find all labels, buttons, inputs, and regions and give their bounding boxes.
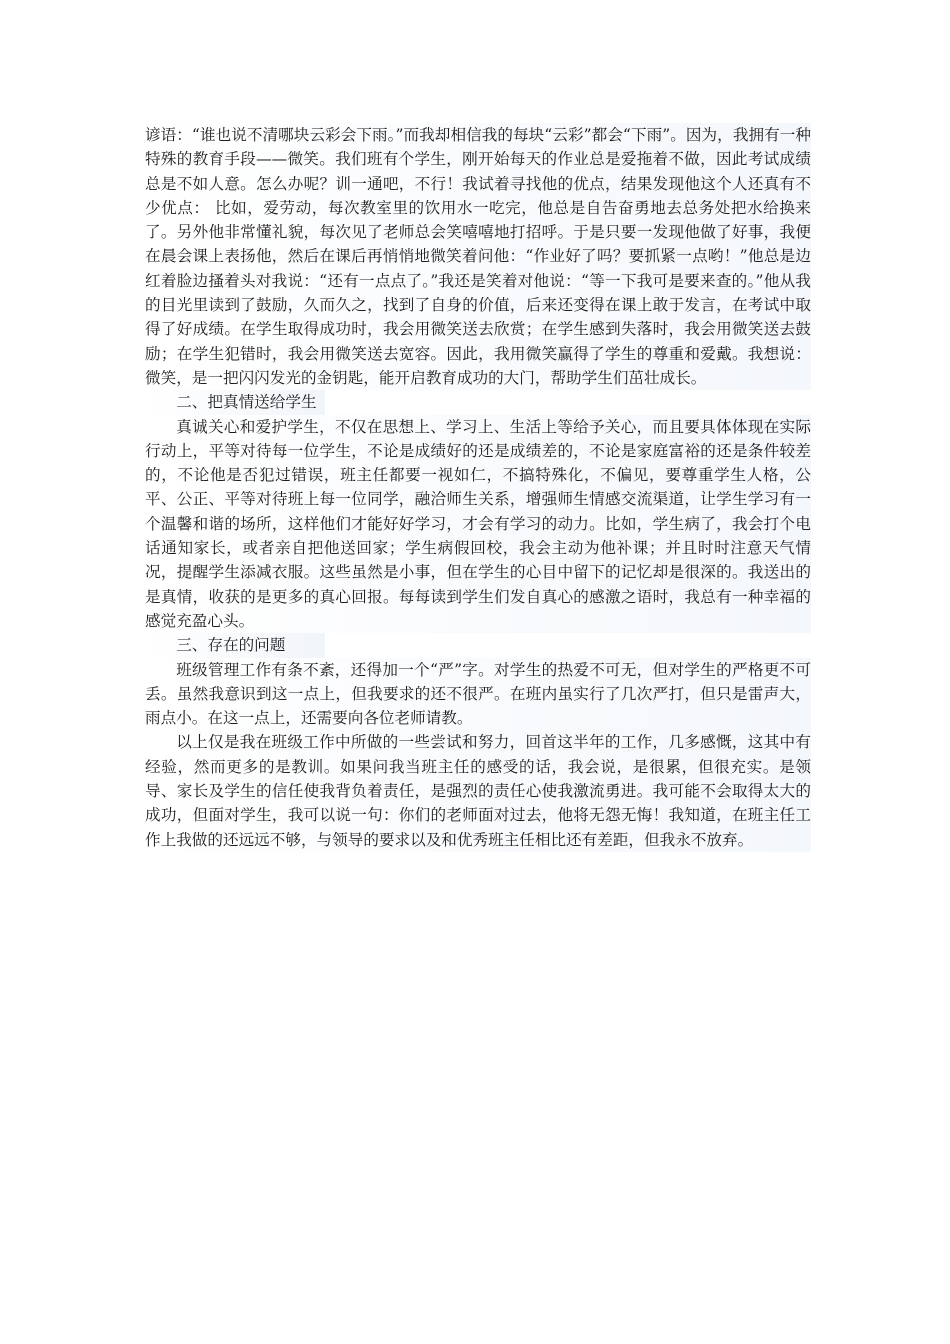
section-heading-sincerity: 二、把真情送给学生: [145, 390, 325, 414]
paragraph-smile-education: 谚语：“谁也说不清哪块云彩会下雨。”而我却相信我的每块“云彩”都会“下雨”。因为，我拥有一种特殊的教育手段——微笑。我们班有个学生，刚开始每天的作业总是爱拖着不做，因此考试成绩总是不如人意。怎么办呢？训一通吧，不行！我试着寻找他的优点，结果发现他这个人还真有不少优点： 比如，爱劳动，每次教室里的饮用水一吃完，他总是自告奋勇地去总务处把水给换来了。另外他非常懂礼貌，每次见了老师总会笑嘻嘻地打招呼。于是只要一发现他做了好事，我便在晨会课上表扬他，然后在课后再悄悄地微笑着问他：“作业好了吗？要抓紧一点哟！”他总是边红着脸边搔着头对我说：“还有一点点了。”我还是笑着对他说：“等一下我可是要来查的。”他从我的目光里读到了鼓励，久而久之，找到了自身的价值，后来还变得在课上敢于发言，在考试中取得了好成绩。在学生取得成功时，我会用微笑送去欣赏；在学生感到失落时，我会用微笑送去鼓励；在学生犯错时，我会用微笑送去宽容。因此，我用微笑赢得了学生的尊重和爱戴。我想说：微笑，是一把闪闪发光的金钥匙，能开启教育成功的大门，帮助学生们茁壮成长。: [145, 123, 811, 390]
document-body: [145, 123, 811, 852]
paragraph-conclusion: 以上仅是我在班级工作中所做的一些尝试和努力，回首这半年的工作，几多感慨，这其中有经验，然而更多的是教训。如果问我当班主任的感受的话，我会说，是很累，但很充实。是领导、家长及学生的信任使我背负着责任，是强烈的责任心使我激流勇进。我可能不会取得太大的成功，但面对学生，我可以说一句：你们的老师面对过去，他将无怨无悔！我知道，在班主任工作上我做的还远远不够，与领导的要求以及和优秀班主任相比还有差距，但我永不放弃。: [145, 730, 811, 851]
paragraph-care-for-students: 真诚关心和爱护学生，不仅在思想上、学习上、生活上等给予关心，而且要具体体现在实际行动上，平等对待每一位学生，不论是成绩好的还是成绩差的，不论是家庭富裕的还是条件较差的，不论他是否犯过错误，班主任都要一视如仁，不搞特殊化，不偏见，要尊重学生人格，公平、公正、平等对待班上每一位同学，融洽师生关系，增强师生情感交流渠道，让学生学习有一个温馨和谐的场所，这样他们才能好好学习，才会有学习的动力。比如，学生病了，我会打个电话通知家长，或者亲自把他送回家；学生病假回校，我会主动为他补课；并且时时注意天气情况，提醒学生添减衣服。这些虽然是小事，但在学生的心目中留下的记忆却是很深的。我送出的是真情，收获的是更多的真心回报。每每读到学生们发自真心的感激之语时，我总有一种幸福的感觉充盈心头。: [145, 415, 811, 634]
section-heading-problems: 三、存在的问题: [145, 633, 325, 657]
paragraph-strictness: 班级管理工作有条不紊，还得加一个“严”字。对学生的热爱不可无，但对学生的严格更不可丢。虽然我意识到这一点上，但我要求的还不很严。在班内虽实行了几次严打，但只是雷声大，雨点小。在这一点上，还需要向各位老师请教。: [145, 658, 811, 731]
